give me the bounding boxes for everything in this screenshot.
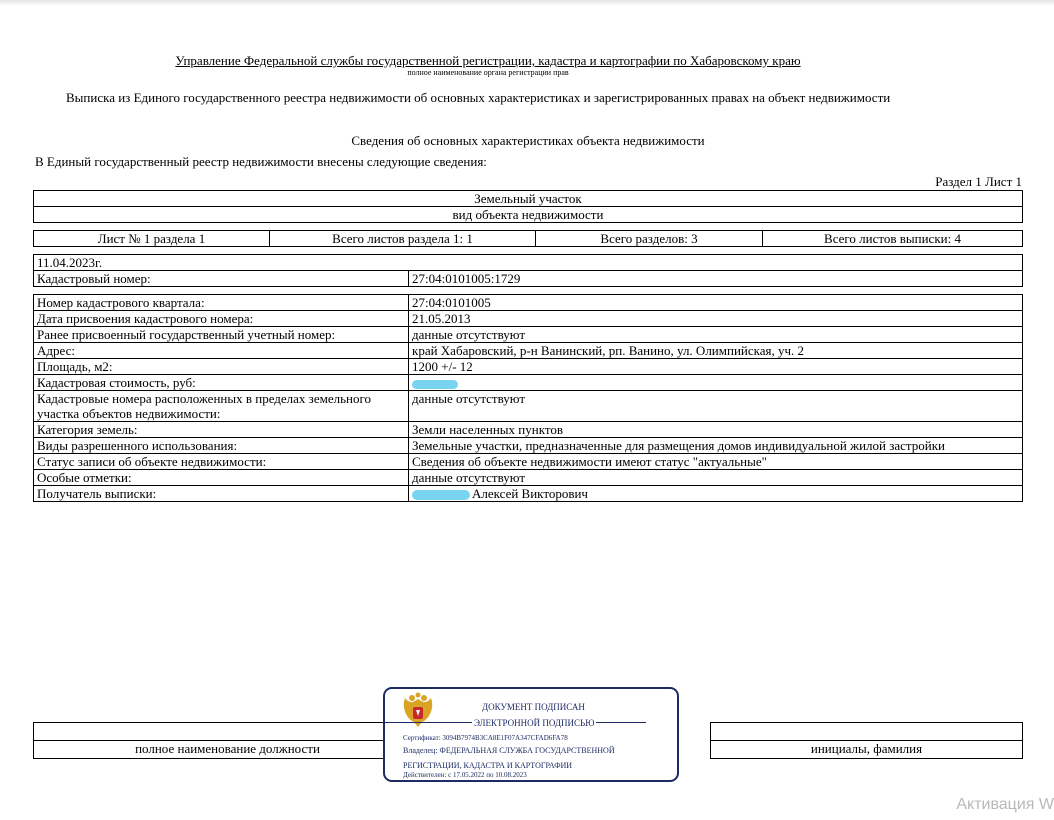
table-row — [34, 359, 1023, 375]
table-row — [34, 470, 1023, 486]
table-row — [34, 391, 1023, 422]
row-value: Земельные участки, предназначенные для размещения домов индивидуальной жилой застройки — [409, 438, 1023, 454]
row-label: Кадастровые номера расположенных в пределах земельного участка объектов недвижимости: — [34, 391, 409, 422]
recipient-name: Алексей Викторович — [472, 486, 588, 501]
table-row — [34, 295, 1023, 311]
table-row — [34, 486, 1023, 502]
table-row — [34, 375, 1023, 391]
name-caption: инициалы, фамилия — [711, 741, 1023, 759]
sheet-number: Лист № 1 раздела 1 — [34, 231, 270, 247]
date-table — [33, 254, 1023, 287]
row-label: Номер кадастрового квартала: — [34, 295, 409, 311]
table-row — [34, 454, 1023, 470]
top-shadow — [0, 0, 1054, 6]
total-extract-sheets: Всего листов выписки: 4 — [763, 231, 1023, 247]
row-value: 1200 +/- 12 — [409, 359, 1023, 375]
table-row — [34, 422, 1023, 438]
row-label: Получатель выписки: — [34, 486, 409, 502]
characteristics-table — [33, 294, 1023, 502]
row-value: край Хабаровский, р-н Ванинский, рп. Ванино, ул. Олимпийская, уч. 2 — [409, 343, 1023, 359]
object-type-table — [33, 190, 1023, 223]
redaction-mark — [412, 490, 470, 500]
row-value: данные отсутствуют — [409, 391, 1023, 422]
recipient-cell — [409, 486, 1023, 502]
row-value: 27:04:0101005 — [409, 295, 1023, 311]
row-label: Кадастровая стоимость, руб: — [34, 375, 409, 391]
table-row — [34, 438, 1023, 454]
stamp-line1: ДОКУМЕНТ ПОДПИСАН — [482, 702, 585, 712]
stamp-owner-2: РЕГИСТРАЦИИ, КАДАСТРА И КАРТОГРАФИИ — [403, 761, 573, 770]
extract-title: Выписка из Единого государственного реестра недвижимости об основных характеристиках и зарегистрированных правах на объект недвижимости — [66, 90, 891, 105]
row-label: Адрес: — [34, 343, 409, 359]
sheets-table — [33, 230, 1023, 247]
row-label: Особые отметки: — [34, 470, 409, 486]
row-label: Ранее присвоенный государственный учетный номер: — [34, 327, 409, 343]
row-label: Категория земель: — [34, 422, 409, 438]
electronic-signature-stamp — [383, 687, 679, 782]
row-label: Статус записи об объекте недвижимости: — [34, 454, 409, 470]
table-row — [34, 327, 1023, 343]
object-type: Земельный участок — [34, 191, 1023, 207]
table-row — [34, 311, 1023, 327]
row-label: Дата присвоения кадастрового номера: — [34, 311, 409, 327]
row-value: данные отсутствуют — [409, 470, 1023, 486]
activation-watermark: Активация W — [956, 796, 1054, 813]
row-label: Виды разрешенного использования: — [34, 438, 409, 454]
extract-date: 11.04.2023г. — [34, 255, 1023, 271]
row-value: данные отсутствуют — [409, 327, 1023, 343]
row-value: 21.05.2013 — [409, 311, 1023, 327]
row-value: Земли населенных пунктов — [409, 422, 1023, 438]
intro-text: В Единый государственный реестр недвижимости внесены следующие сведения: — [35, 154, 487, 169]
redaction-mark — [412, 380, 458, 389]
cadastral-number-value: 27:04:0101005:1729 — [409, 271, 1023, 287]
row-value-redacted — [409, 375, 1023, 391]
total-section-sheets: Всего листов раздела 1: 1 — [270, 231, 536, 247]
coat-of-arms-icon — [401, 692, 435, 730]
cadastral-number-label: Кадастровый номер: — [34, 271, 409, 287]
section-sheet: Раздел 1 Лист 1 — [935, 174, 1022, 189]
object-type-caption: вид объекта недвижимости — [34, 207, 1023, 223]
stamp-valid: Действителен: с 17.05.2022 по 10.08.2023 — [403, 771, 527, 779]
stamp-certificate: Сертификат: 3094B7974B3CA8E1F07A347CFAD6FA78 — [403, 734, 568, 742]
stamp-owner: Владелец: ФЕДЕРАЛЬНАЯ СЛУЖБА ГОСУДАРСТВЕННОЙ — [403, 746, 615, 755]
position-caption: полное наименование должности — [34, 741, 422, 759]
organization-name: Управление Федеральной службы государственной регистрации, кадастра и картографии по Хабаровскому краю — [175, 53, 801, 68]
stamp-line2: ЭЛЕКТРОННОЙ ПОДПИСЬЮ — [474, 718, 595, 728]
section-title: Сведения об основных характеристиках объекта недвижимости — [351, 133, 705, 148]
table-row — [34, 343, 1023, 359]
organization-caption: полное наименование органа регистрации прав — [407, 68, 569, 77]
row-label: Площадь, м2: — [34, 359, 409, 375]
row-value: Сведения об объекте недвижимости имеют статус "актуальные" — [409, 454, 1023, 470]
total-sections: Всего разделов: 3 — [536, 231, 763, 247]
